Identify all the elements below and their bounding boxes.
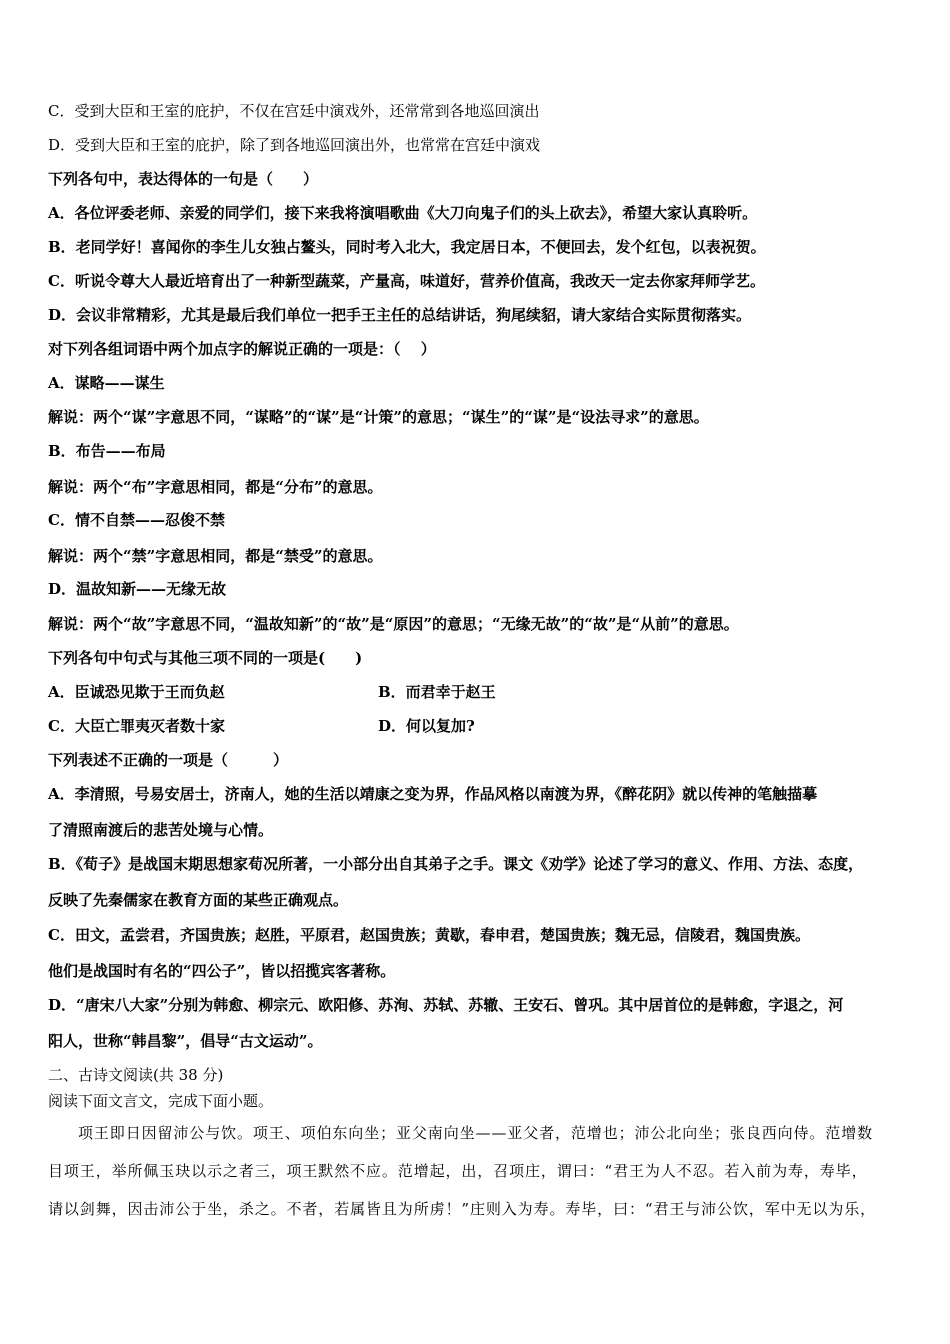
question-4-option-a-line-2: 了清照南渡后的悲苦处境与心情。 bbox=[48, 821, 274, 839]
question-2-option-d: D．温故知新——无缘无故 bbox=[48, 580, 227, 598]
section-2-title: 二、古诗文阅读(共 38 分) bbox=[48, 1066, 224, 1084]
question-1-option-b: B．老同学好！喜闻你的李生儿女独占鳌头，同时考入北大，我定居日本，不便回去，发个红包，以表祝贺。 bbox=[48, 238, 766, 256]
question-1-option-d: D．会议非常精彩，尤其是最后我们单位一把手王主任的总结讲话，狗尾续貂，请大家结合实际贯彻落实。 bbox=[48, 306, 752, 324]
question-1-option-c: C．听说令尊大人最近培育出了一种新型蔬菜，产量高，味道好，营养价值高，我改天一定去你家拜师学艺。 bbox=[48, 272, 765, 290]
section-2-instructions: 阅读下面文言文，完成下面小题。 bbox=[48, 1092, 274, 1110]
question-2-option-d-explanation: 解说：两个“故”字意思不同，“温故知新”的“故”是“原因”的意思；“无缘无故”的“故”是“从前”的意思。 bbox=[48, 615, 739, 633]
classical-text-line-3: 请以剑舞，因击沛公于坐，杀之。不者，若属皆且为所虏！”庄则入为寿。寿毕，曰：“君王与沛公饮，军中无以为乐， bbox=[48, 1200, 877, 1218]
question-2-option-c-explanation: 解说：两个“禁”字意思相同，都是“禁受”的意思。 bbox=[48, 547, 383, 565]
question-2-option-a-explanation: 解说：两个“谋”字意思不同，“谋略”的“谋”是“计策”的意思；“谋生”的“谋”是“设法寻求”的意思。 bbox=[48, 408, 709, 426]
question-2-option-c: C．情不自禁——忍俊不禁 bbox=[48, 511, 225, 529]
question-4-option-c-line-1: C．田文，孟尝君，齐国贵族；赵胜，平原君，赵国贵族；黄歇，春申君，楚国贵族；魏无忌，信陵君，魏国贵族。 bbox=[48, 926, 810, 944]
classical-text-line-2: 目项王，举所佩玉玦以示之者三，项王默然不应。范增起，出，召项庄，谓曰：“君王为人不忍。若入前为寿，寿毕， bbox=[48, 1162, 868, 1180]
classical-text-line-1: 项王即日因留沛公与饮。项王、项伯东向坐；亚父南向坐——亚父者，范增也；沛公北向坐；张良西向侍。范增数 bbox=[78, 1124, 874, 1142]
question-3-option-b: B．而君幸于赵王 bbox=[378, 683, 496, 701]
question-2-option-a: A．谋略——谋生 bbox=[48, 374, 165, 392]
question-4-option-b-line-2: 反映了先秦儒家在教育方面的某些正确观点。 bbox=[48, 891, 349, 909]
question-1-stem: 下列各句中，表达得体的一句是（ ） bbox=[48, 170, 319, 188]
question-4-option-b-line-1: B．《荀子》是战国末期思想家荀况所著，一小部分出自其弟子之手。课文《劝学》论述了学习的意义、作用、方法、态度， bbox=[48, 855, 864, 873]
question-2-option-b-explanation: 解说：两个“布”字意思相同，都是“分布”的意思。 bbox=[48, 478, 383, 496]
question-1-option-a: A．各位评委老师、亲爱的同学们，接下来我将演唱歌曲《大刀向鬼子们的头上砍去》，希望大家认真聆听。 bbox=[48, 204, 758, 222]
question-4-option-c-line-2: 他们是战国时有名的“四公子”，皆以招揽宾客著称。 bbox=[48, 962, 396, 980]
option-d-previous: D．受到大臣和王室的庇护，除了到各地巡回演出外，也常常在宫廷中演戏 bbox=[48, 136, 541, 154]
option-c-previous: C．受到大臣和王室的庇护，不仅在宫廷中演戏外，还常常到各地巡回演出 bbox=[48, 102, 540, 120]
question-3-option-a: A．臣诚恐见欺于王而负赵 bbox=[48, 683, 225, 701]
question-2-stem: 对下列各组词语中两个加点字的解说正确的一项是：（ ） bbox=[48, 340, 436, 358]
question-4-option-a-line-1: A．李清照，号易安居士，济南人，她的生活以靖康之变为界，作品风格以南渡为界，《醉花阴》就以传神的笔触描摹 bbox=[48, 785, 818, 803]
question-4-option-d-line-1: D．“唐宋八大家”分别为韩愈、柳宗元、欧阳修、苏洵、苏轼、苏辙、王安石、曾巩。其中居首位的是韩愈，字退之，河 bbox=[48, 996, 844, 1014]
question-3-stem: 下列各句中句式与其他三项不同的一项是( ) bbox=[48, 649, 363, 667]
question-2-option-b: B．布告——布局 bbox=[48, 442, 166, 460]
question-4-stem: 下列表述不正确的一项是（ ） bbox=[48, 751, 289, 769]
question-3-option-c: C．大臣亡罪夷灭者数十家 bbox=[48, 717, 225, 735]
question-3-option-d: D．何以复加? bbox=[378, 717, 475, 735]
question-4-option-d-line-2: 阳人，世称“韩昌黎”，倡导“古文运动”。 bbox=[48, 1032, 323, 1050]
